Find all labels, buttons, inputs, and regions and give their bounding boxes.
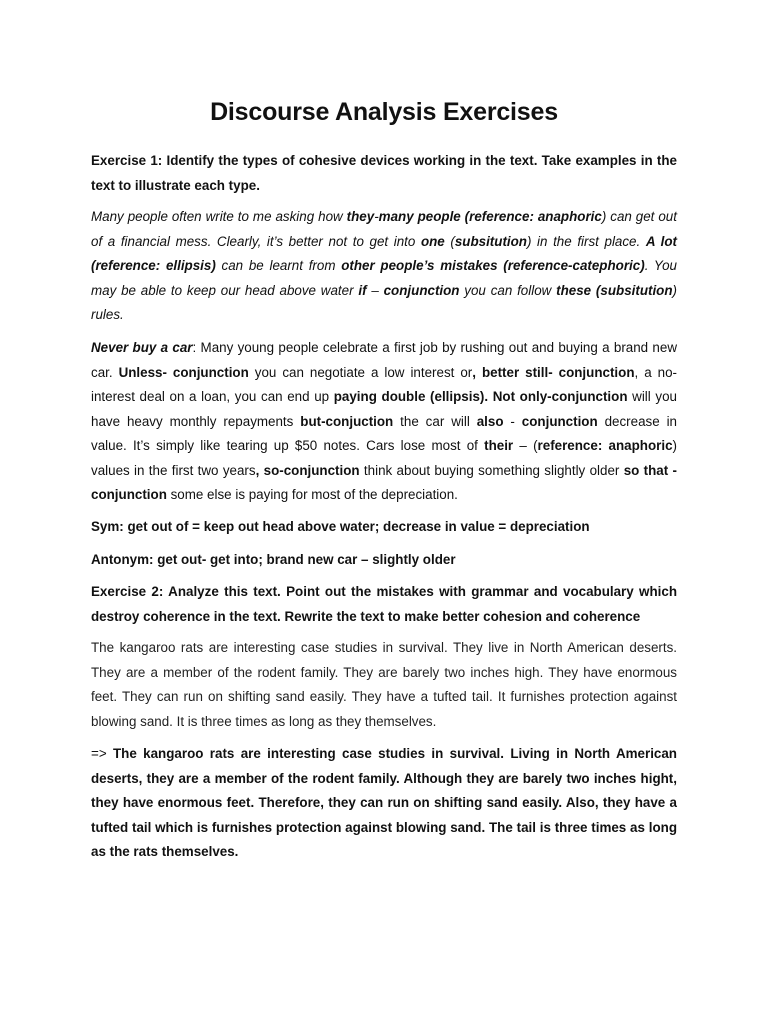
text-run: Never buy a car (91, 340, 193, 355)
text-run: : Many young people celebrate a first job by rushing out and buying a brand new car. (91, 340, 677, 380)
text-run: Many people often write to me asking how (91, 209, 347, 224)
exercise-2-rewrite (91, 742, 677, 865)
text-run: will you have heavy monthly repayments (91, 389, 677, 429)
text-run: some else is paying for most of the depreciation. (166, 487, 458, 502)
synonym-line: Sym: get out of = keep out head above water; decrease in value = depreciation (91, 519, 590, 534)
text-run: other people’s mistakes (reference-catephoric) (341, 258, 645, 273)
text-run: . You may be able to keep our head above water (91, 258, 677, 298)
text-run: can be learnt from (215, 258, 342, 273)
text-run: - (503, 413, 522, 429)
exercise-2-original-text: The kangaroo rats are interesting case studies in survival. They live in North American deserts. They are a member of the rodent family. They are barely two inches high. They have enormous feet. They can run on shifting sand easily. They have a tufted tail. It furnishes protection against blowing sand. It is three times as long as they themselves. (91, 640, 677, 729)
text-run: decrease in value. It’s simply like tearing up $50 notes. Cars lose most of (91, 413, 678, 453)
text-run: conjunction (521, 413, 598, 429)
text-run: one (420, 233, 445, 249)
text-run: conjunction (383, 282, 460, 298)
text-run: many people (reference: anaphoric (378, 209, 602, 224)
text-run: think about buying something slightly older (359, 462, 624, 478)
text-run: subsitution (454, 233, 527, 249)
text-run: – (366, 282, 384, 298)
exercise-1-paragraph-2 (91, 336, 677, 508)
text-run: paying double (ellipsis). Not only-conjunction (333, 389, 628, 404)
text-run: Unless- conjunction (118, 364, 249, 380)
text-run: – ( (513, 438, 538, 453)
antonym-line: Antonym: get out- get into; brand new car – slightly older (91, 552, 456, 567)
text-run: so that - conjunction (91, 462, 677, 502)
text-run: if (358, 282, 367, 298)
text-run: , so-conjunction (255, 462, 360, 478)
text-run: they (346, 209, 375, 224)
text-run: A lot (reference: ellipsis) (91, 233, 677, 273)
text-run: ) rules. (91, 282, 678, 322)
exercise-1-paragraph-1 (91, 205, 677, 328)
page-title: Discourse Analysis Exercises (210, 98, 558, 126)
text-run: these (subsitution (556, 282, 673, 298)
text-run: their (484, 438, 514, 453)
text-run: the car will (393, 413, 477, 429)
text-run: ) values in the first two years (91, 438, 677, 478)
text-run: - (374, 209, 379, 224)
exercise-2-prompt: Exercise 2: Analyze this text. Point out the mistakes with grammar and vocabulary which destroy coherence in the text. Rewrite the text to make better cohesion and coherence (91, 584, 677, 624)
rewrite-text: The kangaroo rats are interesting case studies in survival. Living in North American deserts, they are a member of the rodent family. Although they are barely two inches hight, they have enormous feet. Therefore, they can run on shifting sand easily. Also, they have a tufted tail which is furnishes protection against blowing sand. The tail is three times as long as the rats themselves. (91, 746, 677, 859)
text-run: also (476, 413, 504, 429)
text-run: you can negotiate a low interest or (248, 364, 473, 380)
text-run: ( (444, 233, 455, 249)
exercise-1-prompt: Exercise 1: Identify the types of cohesive devices working in the text. Take examples in the text to illustrate each type. (91, 153, 677, 193)
text-run: , a no-interest deal on a loan, you can end up (91, 364, 677, 404)
text-run: ) can get out of a financial mess. Clearly, it’s better not to get into (91, 209, 677, 249)
text-run: you can follow (459, 282, 557, 298)
text-run: , better still- conjunction (472, 364, 635, 380)
text-run: reference: anaphoric (537, 438, 673, 453)
arrow-marker: => (91, 746, 113, 761)
text-run: but-conjuction (300, 413, 394, 429)
text-run: ) in the first place. (526, 233, 646, 249)
